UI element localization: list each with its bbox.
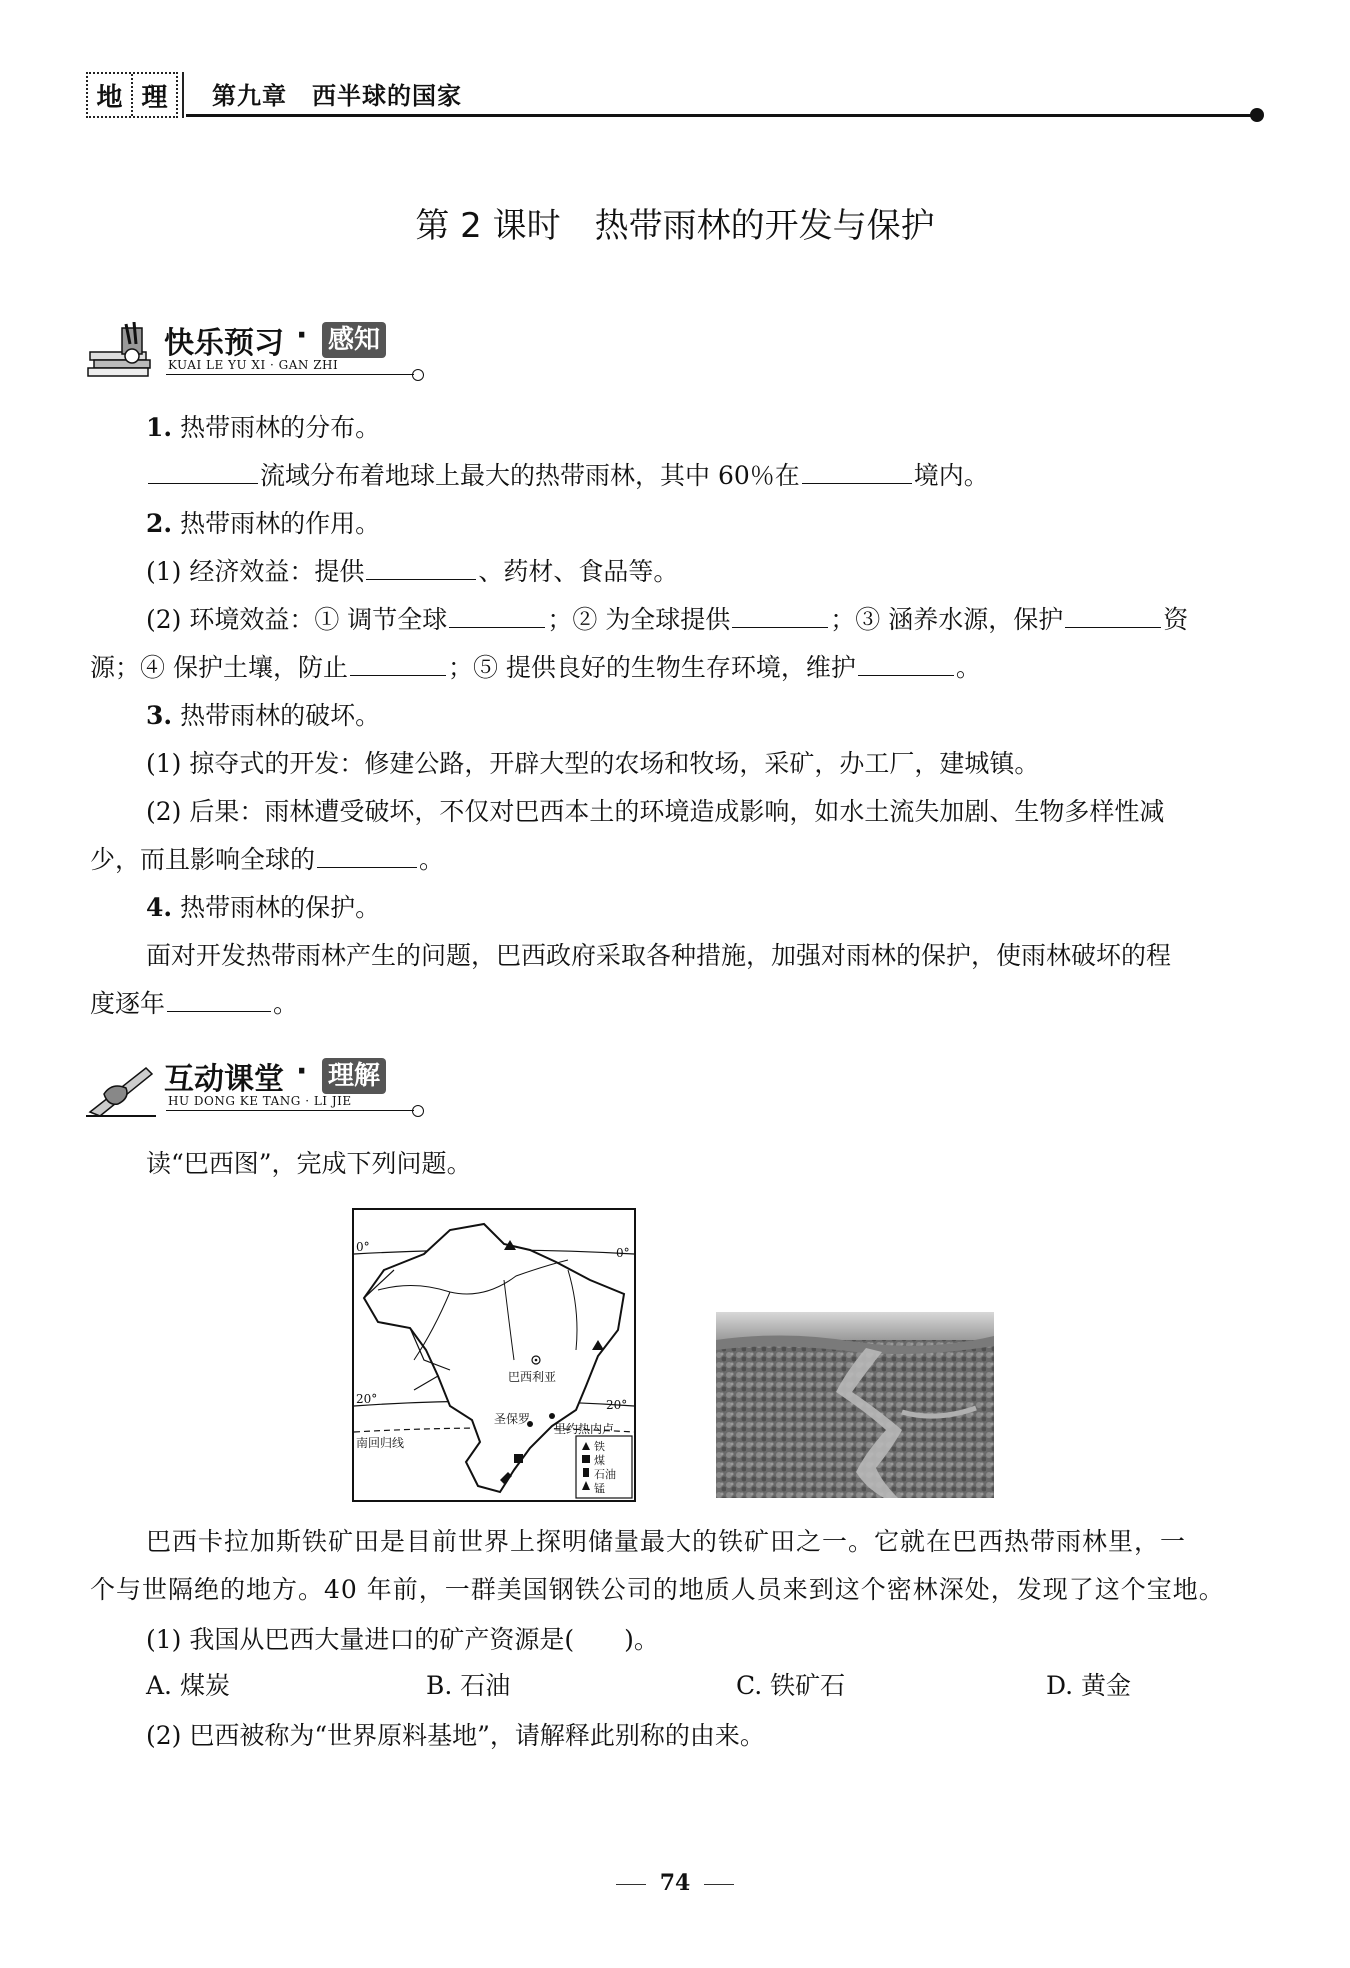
- map-label-lat20-left: 20°: [356, 1392, 378, 1406]
- q3-line1: (1) 掠夺式的开发：修建公路，开辟大型的农场和牧场，采矿，办工厂，建城镇。: [146, 749, 1040, 778]
- q2-text: 资: [1163, 605, 1189, 634]
- q4-text: 度逐年: [90, 989, 166, 1018]
- section-underline: [166, 374, 414, 375]
- section-underline-circle: [412, 369, 424, 381]
- q3-heading: [90, 692, 1326, 740]
- q2-text: 。: [955, 653, 981, 682]
- page-number: 74: [659, 1870, 691, 1896]
- section-title: 快乐预习: [164, 326, 284, 361]
- read-prompt: 读“巴西图”，完成下列问题。: [146, 1149, 472, 1178]
- q3-text: 。: [419, 845, 445, 874]
- header-rule-dot: [1250, 108, 1264, 122]
- q3-number: 3.: [146, 701, 173, 730]
- map-legend-coal: 煤: [594, 1454, 605, 1467]
- books-pencil-icon: [86, 322, 156, 382]
- section-dot: ·: [296, 1054, 308, 1089]
- section-badge-preview: [86, 318, 426, 388]
- q4-heading: [90, 884, 1326, 932]
- section-underline: [166, 1110, 414, 1111]
- q1-text: 流域分布着地球上最大的热带雨林，其中 60％在: [260, 461, 800, 490]
- subject-char: 理: [131, 74, 176, 116]
- section-underline-circle: [412, 1105, 424, 1117]
- page-number-dash: [704, 1884, 734, 1885]
- q1-number: 1.: [146, 413, 173, 442]
- section-tag: 感知: [322, 322, 386, 358]
- options-row: [146, 1666, 1246, 1702]
- q2-title: 热带雨林的作用。: [180, 509, 381, 538]
- header-rule: [186, 114, 1256, 117]
- option-a[interactable]: A. 煤炭: [146, 1671, 230, 1700]
- passage-line2: 个与世隔绝的地方。40 年前，一群美国钢铁公司的地质人员来到这个密林深处，发现了这个宝地。: [90, 1575, 1225, 1604]
- q2-text: (1) 经济效益：提供: [146, 557, 365, 586]
- brazil-map: [352, 1208, 636, 1502]
- answer-blank[interactable]: [167, 986, 271, 1012]
- answer-blank[interactable]: [802, 458, 912, 484]
- section-pinyin: KUAI LE YU XI · GAN ZHI: [168, 358, 339, 372]
- answer-blank[interactable]: [317, 842, 417, 868]
- q2-text: 、药材、食品等。: [478, 557, 679, 586]
- answer-blank[interactable]: [449, 602, 545, 628]
- passage-line1: 巴西卡拉加斯铁矿田是目前世界上探明储量最大的铁矿田之一。它就在巴西热带雨林里，一: [146, 1527, 1187, 1556]
- map-label-saopaulo: 圣保罗: [494, 1412, 531, 1426]
- option-c[interactable]: C. 铁矿石: [736, 1671, 846, 1700]
- map-legend-oil: 石油: [594, 1468, 616, 1481]
- q1-text: 境内。: [913, 461, 989, 490]
- q1-line: [90, 452, 1326, 500]
- q3-line2: (2) 后果：雨林遭受破坏，不仅对巴西本土的环境造成影响，如水土流失加剧、生物多样性减: [146, 797, 1165, 826]
- map-label-brasilia: 巴西利亚: [508, 1370, 557, 1384]
- q2-text: ；③ 涵养水源，保护: [830, 605, 1064, 634]
- q1-title: 热带雨林的分布。: [180, 413, 381, 442]
- answer-blank[interactable]: [148, 458, 258, 484]
- q4-line2: [90, 980, 1270, 1028]
- subject-box: [86, 72, 178, 118]
- subject-char: 地: [96, 82, 123, 113]
- q2-number: 2.: [146, 509, 173, 538]
- answer-blank[interactable]: [1065, 602, 1161, 628]
- section-badge-interactive: [86, 1054, 426, 1124]
- q4-title: 热带雨林的保护。: [180, 893, 381, 922]
- answer-blank[interactable]: [858, 650, 954, 676]
- q4-line1: 面对开发热带雨林产生的问题，巴西政府采取各种措施，加强对雨林的保护，使雨林破坏的程: [146, 941, 1172, 970]
- page-number-footer: [0, 1870, 1350, 1896]
- q2-heading: [90, 500, 1326, 548]
- q2-line2: [90, 596, 1326, 644]
- map-label-lat0-right: 0°: [616, 1246, 630, 1260]
- map-label-rio: 里约热内卢: [554, 1422, 615, 1436]
- hand-writing-icon: [86, 1058, 156, 1118]
- q2-text: 源；④ 保护土壤，防止: [90, 653, 348, 682]
- brazil-map-svg: [354, 1210, 634, 1500]
- map-legend-iron: 铁: [594, 1440, 605, 1453]
- section-title: 互动课堂: [164, 1062, 284, 1097]
- q4-number: 4.: [146, 893, 173, 922]
- page-number-dash: [616, 1884, 646, 1885]
- option-d[interactable]: D. 黄金: [1046, 1671, 1132, 1700]
- map-label-lat20-right: 20°: [606, 1398, 628, 1412]
- map-legend-manganese: 锰: [594, 1482, 605, 1495]
- q3-text: 少，而且影响全球的: [90, 845, 316, 874]
- sub-question-2: (2) 巴西被称为“世界原料基地”，请解释此别称的由来。: [146, 1721, 765, 1750]
- lesson-title: 第 2 课时 热带雨林的开发与保护: [415, 206, 935, 246]
- answer-blank[interactable]: [366, 554, 476, 580]
- q2-text: ；⑤ 提供良好的生物生存环境，维护: [447, 653, 856, 682]
- q2-line3: [90, 644, 1270, 692]
- section-tag: 理解: [322, 1058, 386, 1094]
- section-dot: ·: [296, 318, 308, 353]
- q1-heading: [90, 404, 1326, 452]
- q3-title: 热带雨林的破坏。: [180, 701, 381, 730]
- answer-blank[interactable]: [732, 602, 828, 628]
- option-b[interactable]: B. 石油: [426, 1671, 511, 1700]
- chapter-title: 第九章 西半球的国家: [212, 81, 462, 110]
- map-label-lat0-left: 0°: [356, 1240, 370, 1254]
- header-divider: [182, 72, 184, 118]
- q2-text: (2) 环境效益：① 调节全球: [146, 605, 448, 634]
- section-pinyin: HU DONG KE TANG · LI JIE: [168, 1094, 352, 1108]
- rainforest-river-photo: [716, 1312, 994, 1498]
- q2-line1: [90, 548, 1326, 596]
- q2-text: ；② 为全球提供: [547, 605, 731, 634]
- sub-question-1: (1) 我国从巴西大量进口的矿产资源是( )。: [146, 1625, 659, 1654]
- answer-blank[interactable]: [350, 650, 446, 676]
- q3-line3: [90, 836, 1270, 884]
- map-label-tropic: 南回归线: [356, 1436, 405, 1450]
- q4-text: 。: [273, 989, 299, 1018]
